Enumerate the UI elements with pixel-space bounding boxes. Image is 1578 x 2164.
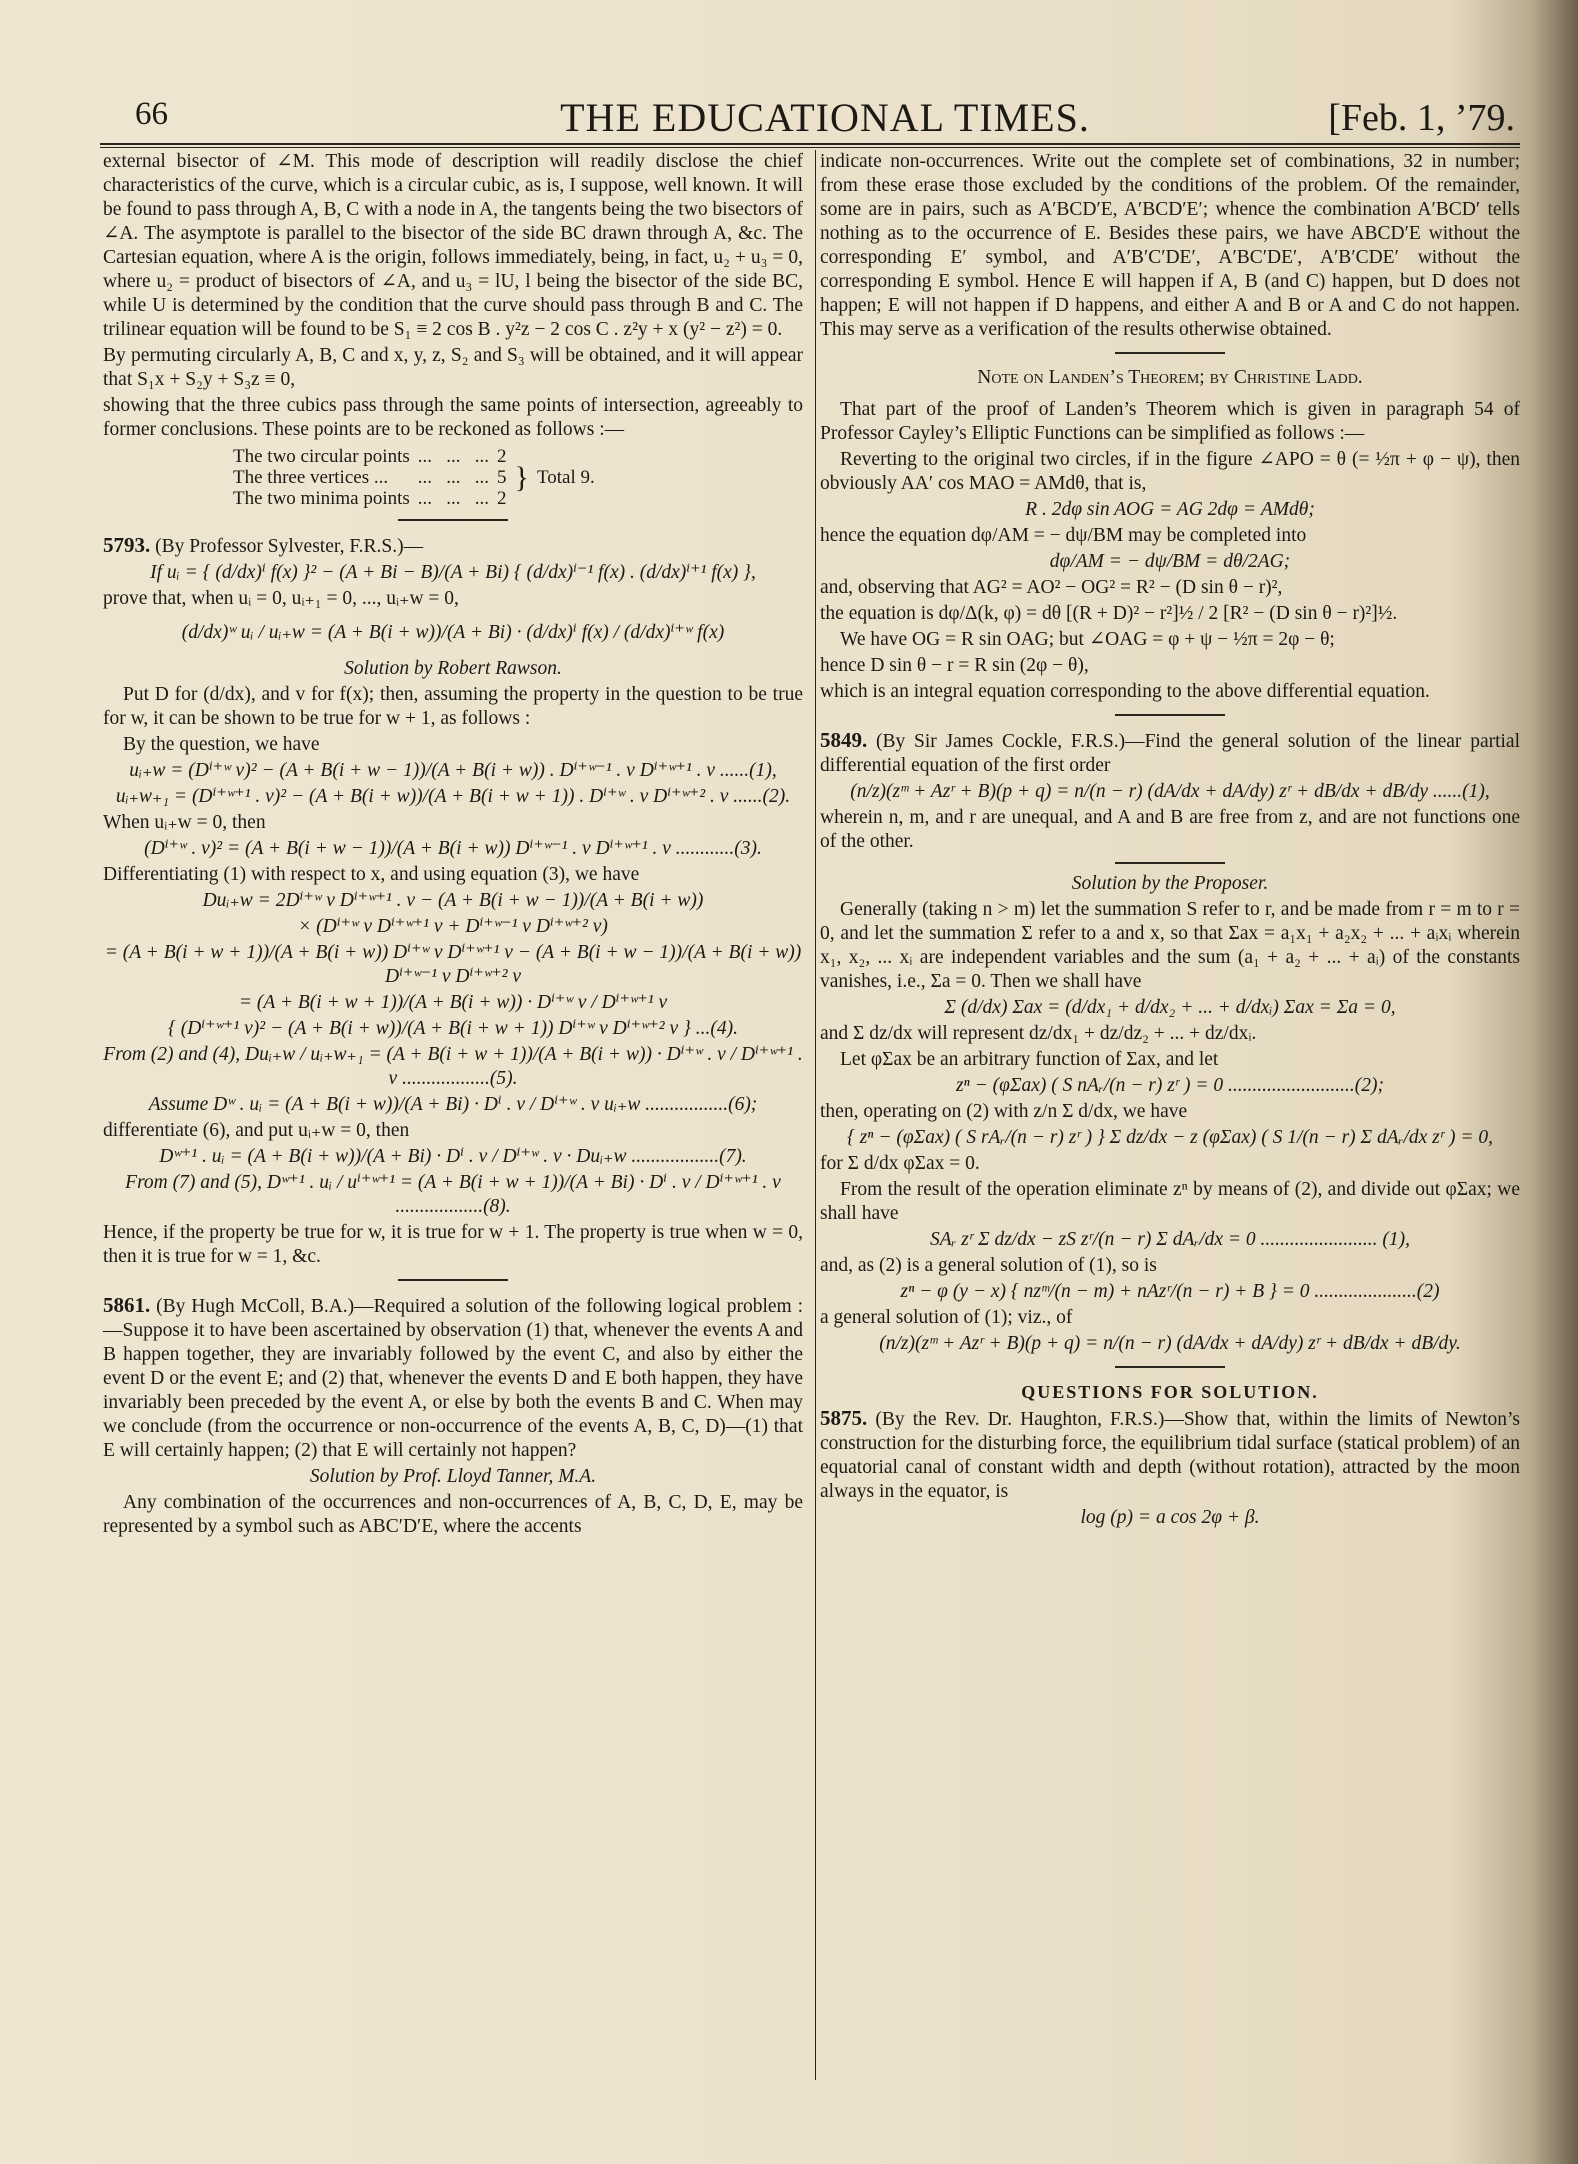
paragraph: Any combination of the occurrences and non-occurrences of A, B, C, D, E, may be represented by a symbol such as ABC′D′E, where the accents xyxy=(103,1492,803,1537)
paragraph: Differentiating (1) with respect to x, and using equation (3), we have xyxy=(103,864,640,885)
paragraph: showing that the three cubics pass through the same points of intersection, agreeably to former conclusions. These points are to be reckoned as follows :— xyxy=(103,395,803,440)
point-label: The two circular points xyxy=(233,446,410,467)
note-title: Note on Landen’s Theorem; by Christine Ladd. xyxy=(977,367,1363,388)
equation: (d/dx)ʷ uᵢ / uᵢ₊w = (A + B(i + w))/(A + Bi) · (d/dx)ⁱ f(x) / (d/dx)ⁱ⁺ʷ f(x) xyxy=(181,622,725,643)
point-label: The two minima points xyxy=(233,488,410,509)
paragraph: the equation is dφ/Δ(k, φ) = dθ [(R + D)² − r²]½ / 2 [R² − (D sin θ − r)²]½. xyxy=(820,603,1398,624)
paragraph: Put D for (d/dx), and v for f(x); then, assuming the property in the question to be true for w, it can be shown to be true for w + 1, as follows : xyxy=(103,684,803,729)
point-value: 2 xyxy=(497,446,507,467)
paragraph: and, observing that AG² = AO² − OG² = R² − (D sin θ − r)², xyxy=(820,577,1283,598)
solution-heading: Solution by Robert Rawson. xyxy=(344,658,562,679)
paragraph: wherein n, m, and r are unequal, and A and B are free from z, and are not functions one of the other. xyxy=(820,807,1520,852)
paragraph: By the question, we have xyxy=(123,734,320,755)
paragraph: differentiate (6), and put uᵢ₊w = 0, then xyxy=(103,1120,410,1141)
paragraph: external bisector of ∠M. This mode of description will readily disclose the chief characteristics of the curve, which is a circular cubic, as is, I suppose, well known. It will be found to pass through A, B, C with a node in A, the tangents being the two bisectors of ∠A. The asymptote is parallel to the bisector of the side BC drawn through A, &c. The Cartesian equation, where A is the origin, follows immediately, being, in fact, u₂ + u₃ = 0, where u₂ = product of bisectors of ∠A, and u₃ = lU, l being the bisector of the side BC, while U is determined by the condition that the curve should pass through B and C. The trilinear equation will be found to be S₁ ≡ 2 cos B . y²z − 2 cos C . z²y + x (y² − z²) = 0. xyxy=(103,151,803,340)
paragraph: hence D sin θ − r = R sin (2φ − θ), xyxy=(820,655,1089,676)
equation: log (p) = a cos 2φ + β. xyxy=(1080,1507,1260,1528)
paragraph: prove that, when uᵢ = 0, uᵢ₊₁ = 0, ..., uᵢ₊w = 0, xyxy=(103,588,459,609)
separator xyxy=(1115,352,1225,354)
question-text: (By Sir James Cockle, F.R.S.)—Find the general solution of the linear partial differential equation of the first order xyxy=(820,731,1520,776)
paragraph: Let φΣax be an arbitrary function of Σax, and let xyxy=(840,1049,1219,1070)
header-rule xyxy=(100,143,1520,145)
solution-heading: Solution by Prof. Lloyd Tanner, M.A. xyxy=(309,1466,597,1487)
section-heading: QUESTIONS FOR SOLUTION. xyxy=(1021,1382,1319,1402)
paragraph: Generally (taking n > m) let the summation S refer to r, and be made from r = m to r = 0, and let the summation Σ refer to a and x, so that Σax = a₁x₁ + a₂x₂ + ... + aᵢxᵢ wherein x₁, x₂, ... xᵢ are independent variables and the sum (a₁ + a₂ + ... + aᵢ) of the constants vanishes, i.e., Σa = 0. Then we shall have xyxy=(820,899,1520,992)
equation: Σ (d/dx) Σax = (d/dx₁ + d/dx₂ + ... + d/dxᵢ) Σax = Σa = 0, xyxy=(944,997,1396,1018)
paragraph: which is an integral equation corresponding to the above differential equation. xyxy=(820,681,1430,702)
right-column xyxy=(820,150,1520,1532)
separator xyxy=(398,1279,508,1281)
separator xyxy=(1115,1366,1225,1368)
paragraph: Reverting to the original two circles, if in the figure ∠APO = θ (= ½π + φ − ψ), then obviously AA′ cos MAO = AMdθ, that is, xyxy=(820,449,1520,494)
equation: SAᵣ zʳ Σ dz/dx − zS zʳ/(n − r) Σ dAᵣ/dx = 0 ........................ (1), xyxy=(929,1229,1411,1250)
solution-heading: Solution by the Proposer. xyxy=(1071,873,1269,894)
points-table xyxy=(233,446,603,509)
table-row: The three vertices ... ... ... ... 5 xyxy=(233,467,603,488)
table-row: The two circular points ... ... ... 2 } Total 9. xyxy=(233,446,603,467)
left-column xyxy=(103,150,803,1541)
equation: From (2) and (4), Duᵢ₊w / uᵢ₊w₊₁ = (A + B(i + w + 1))/(A + B(i + w)) · Dⁱ⁺ʷ . v / Dⁱ⁺ʷ⁺¹ . v ..................(5). xyxy=(103,1044,803,1089)
paragraph: then, operating on (2) with z/n Σ d/dx, we have xyxy=(820,1101,1188,1122)
header-rule-thin xyxy=(100,147,1520,148)
equation: zⁿ − φ (y − x) { nzᵐ/(n − m) + nAzʳ/(n − r) + B } = 0 .....................(2) xyxy=(900,1281,1440,1302)
paragraph: We have OG = R sin OAG; but ∠OAG = φ + ψ − ½π = 2φ − θ; xyxy=(840,629,1335,650)
paragraph: From the result of the operation eliminate zⁿ by means of (2), and divide out φΣax; we shall have xyxy=(820,1179,1520,1224)
equation: = (A + B(i + w + 1))/(A + B(i + w)) · Dⁱ⁺ʷ v / Dⁱ⁺ʷ⁺¹ v xyxy=(238,992,668,1013)
equation: (Dⁱ⁺ʷ . v)² = (A + B(i + w − 1))/(A + B(i + w)) Dⁱ⁺ʷ⁻¹ . v Dⁱ⁺ʷ⁺¹ . v ............(3). xyxy=(144,838,762,859)
equation: uᵢ₊w₊₁ = (Dⁱ⁺ʷ⁺¹ . v)² − (A + B(i + w))/(A + B(i + w + 1)) . Dⁱ⁺ʷ . v Dⁱ⁺ʷ⁺² . v ......(2). xyxy=(115,786,791,807)
equation: (n/z)(zᵐ + Azʳ + B)(p + q) = n/(n − r) (dA/dx + dA/dy) zʳ + dB/dx + dB/dy ......(1), xyxy=(850,781,1490,802)
question-number: 5875. xyxy=(820,1406,868,1430)
paragraph: for Σ d/dx φΣax = 0. xyxy=(820,1153,980,1174)
equation: { zⁿ − (φΣax) ( S rAᵣ/(n − r) zʳ ) } Σ dz/dx − z (φΣax) ( S 1/(n − r) Σ dAᵣ/dx zʳ ) = 0, xyxy=(847,1127,1493,1148)
equation: R . 2dφ sin AOG = AG 2dφ = AMdθ; xyxy=(1025,499,1315,520)
paragraph: and Σ dz/dx will represent dz/dx₁ + dz/dz₂ + ... + dz/dxᵢ. xyxy=(820,1023,1257,1044)
equation: Dʷ⁺¹ . uᵢ = (A + B(i + w))/(A + Bi) · Dⁱ . v / Dⁱ⁺ʷ . v · Duᵢ₊w ..................(7). xyxy=(159,1146,747,1167)
question-number: 5849. xyxy=(820,728,868,752)
equation: zⁿ − (φΣax) ( S nAᵣ/(n − r) zʳ ) = 0 ..........................(2); xyxy=(955,1075,1385,1096)
equation: Duᵢ₊w = 2Dⁱ⁺ʷ v Dⁱ⁺ʷ⁺¹ . v − (A + B(i + w − 1))/(A + B(i + w)) xyxy=(202,890,704,911)
separator xyxy=(398,519,508,521)
paragraph: a general solution of (1); viz., of xyxy=(820,1307,1073,1328)
paragraph: Hence, if the property be true for w, it is true for w + 1. The property is true when w = 0, then it is true for w = 1, &c. xyxy=(103,1222,803,1267)
question-text: (By the Rev. Dr. Haughton, F.R.S.)—Show that, within the limits of Newton’s construction for the disturbing force, the equilibrium tidal surface (statical problem) of an equatorial canal of constant width and depth (without rotation), attracted by the moon always in the equator, is xyxy=(820,1409,1520,1502)
question-number: 5793. xyxy=(103,533,151,557)
point-value: 2 xyxy=(497,488,507,509)
column-divider xyxy=(815,150,816,2080)
equation: { (Dⁱ⁺ʷ⁺¹ v)² − (A + B(i + w))/(A + B(i + w + 1)) Dⁱ⁺ʷ v Dⁱ⁺ʷ⁺² v } ...(4). xyxy=(168,1018,738,1039)
point-value: 5 xyxy=(497,467,507,488)
equation: dφ/AM = − dψ/BM = dθ/2AG; xyxy=(1049,551,1291,572)
question-number: 5861. xyxy=(103,1293,151,1317)
paragraph: When uᵢ₊w = 0, then xyxy=(103,812,266,833)
equation: × (Dⁱ⁺ʷ v Dⁱ⁺ʷ⁺¹ v + Dⁱ⁺ʷ⁻¹ v Dⁱ⁺ʷ⁺² v) xyxy=(298,916,608,937)
paragraph: hence the equation dφ/AM = − dψ/BM may be completed into xyxy=(820,525,1307,546)
question-author: (By Professor Sylvester, F.R.S.)— xyxy=(155,536,424,557)
equation: (n/z)(zᵐ + Azʳ + B)(p + q) = n/(n − r) (dA/dx + dA/dy) zʳ + dB/dx + dB/dy. xyxy=(879,1333,1461,1354)
equation: uᵢ₊w = (Dⁱ⁺ʷ v)² − (A + B(i + w − 1))/(A + B(i + w)) . Dⁱ⁺ʷ⁻¹ . v Dⁱ⁺ʷ⁺¹ . v ......(1), xyxy=(129,760,777,781)
issue-date: [Feb. 1, ’79. xyxy=(1328,97,1515,139)
equation: Assume Dʷ . uᵢ = (A + B(i + w))/(A + Bi) · Dⁱ . v / Dⁱ⁺ʷ . v uᵢ₊w .................(6); xyxy=(148,1094,758,1115)
page-header xyxy=(135,92,1515,142)
separator xyxy=(1115,714,1225,716)
journal-title: THE EDUCATIONAL TIMES. xyxy=(560,95,1090,140)
page-number: 66 xyxy=(135,96,168,132)
point-label: The three vertices ... xyxy=(233,467,389,488)
table-row: The two minima points ... ... ... 2 xyxy=(233,488,603,509)
paragraph: By permuting circularly A, B, C and x, y, z, S₂ and S₃ will be obtained, and it will appear that S₁x + S₂y + S₃z ≡ 0, xyxy=(103,345,803,390)
paragraph: and, as (2) is a general solution of (1), so is xyxy=(820,1255,1157,1276)
equation: If uᵢ = { (d/dx)ⁱ f(x) }² − (A + Bi − B)/(A + Bi) { (d/dx)ⁱ⁻¹ f(x) . (d/dx)ⁱ⁺¹ f(x) }, xyxy=(150,562,756,583)
paragraph: That part of the proof of Landen’s Theorem which is given in paragraph 54 of Professor Cayley’s Elliptic Functions can be simplified as follows :— xyxy=(820,399,1520,444)
points-total: Total 9. xyxy=(536,467,595,488)
question-text: (By Hugh McColl, B.A.)—Required a solution of the following logical problem :—Suppose it to have been ascertained by observation (1) that, whenever the events A and B happen together, they are invariably followed by the event C, and also by either the event D or the event E; and (2) that, whenever the events D and E both happen, they have invariably been preceded by the event A, or else by both the events B and C. When may we conclude (from the occurrence or non-occurrence of the events A, B, C, D)—(1) that E will certainly happen; (2) that E will certainly not happen? xyxy=(103,1296,804,1461)
equation: = (A + B(i + w + 1))/(A + B(i + w)) Dⁱ⁺ʷ v Dⁱ⁺ʷ⁺¹ v − (A + B(i + w − 1))/(A + B(i + w)) Dⁱ⁺ʷ⁻¹ v Dⁱ⁺ʷ⁺² v xyxy=(104,942,802,987)
separator xyxy=(1115,862,1225,864)
paragraph: indicate non-occurrences. Write out the complete set of combinations, 32 in number; from these erase those excluded by the conditions of the problem. Of the remainder, some are in pairs, such as A′BCD′E, A′BCD′E′; whence the combination A′BCD′ tells nothing as to the occurrence of E. Besides these pairs, we have ABCD′E without the corresponding E′ symbol, and A′B′C′DE′, A′BC′DE′, A′B′CDE′ without the corresponding E symbol. Hence E will happen if A, B (and C) happen, but D does not happen; E will not happen if D happens, and either A and B or A and C do not happen. This may serve as a verification of the results otherwise obtained. xyxy=(820,151,1520,340)
equation: From (7) and (5), Dʷ⁺¹ . uᵢ / uⁱ⁺ʷ⁺¹ = (A + B(i + w + 1))/(A + Bi) · Dⁱ . v / Dⁱ⁺ʷ⁺¹ . v ..................(8). xyxy=(125,1172,781,1217)
